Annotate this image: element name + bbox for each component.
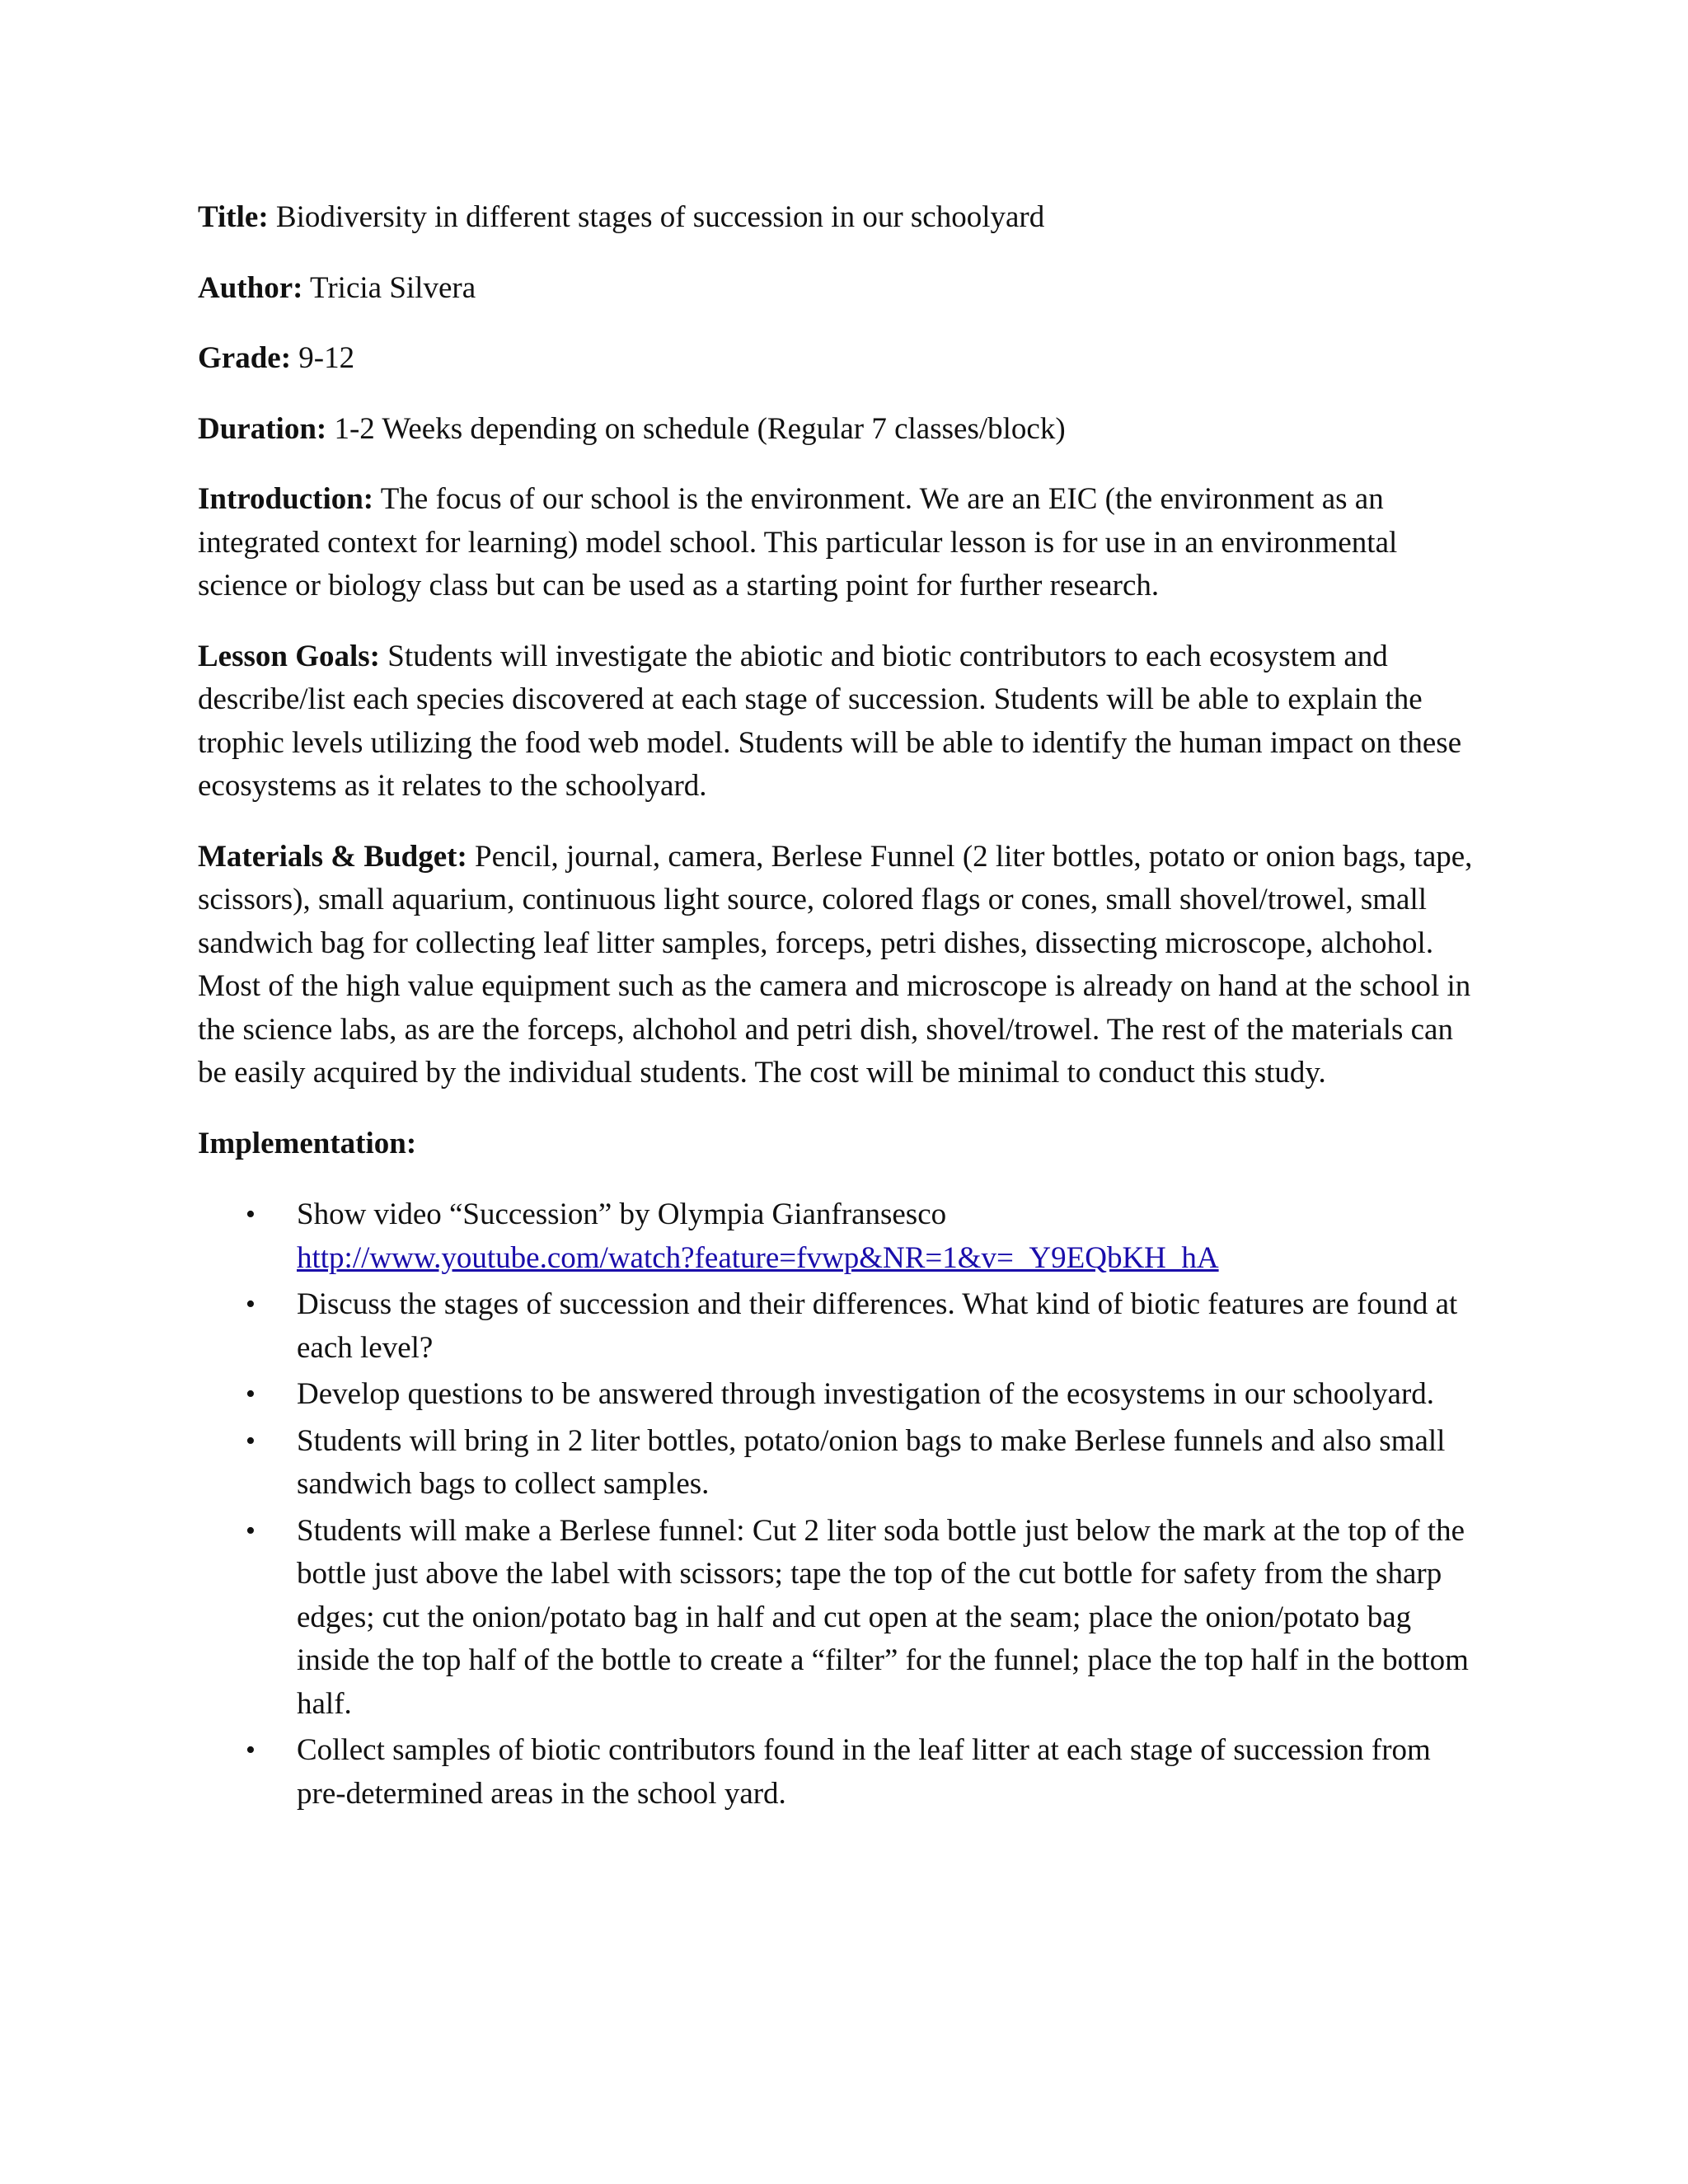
implementation-list	[198, 1193, 1484, 1816]
grade-value: 9-12	[298, 341, 355, 375]
document-page	[198, 196, 1484, 1819]
bullet-icon: •	[246, 1199, 256, 1230]
list-item-text: Collect samples of biotic contributors found in the leaf litter at each stage of succession from pre-determined areas in the school yard.	[297, 1733, 1431, 1811]
introduction-paragraph	[198, 478, 1484, 608]
duration-value: 1-2 Weeks depending on schedule (Regular 7 classes/block)	[334, 411, 1066, 446]
bullet-icon: •	[246, 1425, 256, 1456]
list-item	[198, 1729, 1484, 1816]
list-item-text: Students will make a Berlese funnel: Cut 2 liter soda bottle just below the mark at the top of the bottle just above the label with scissors; tape the top of the cut bottle for safety from the sharp edges; cut the onion/potato bag in half and cut open at the seam; place the onion/potato bag inside the top half of the bottle to create a “filter” for the funnel; place the top half in the bottom half.	[297, 1513, 1469, 1721]
author-line	[198, 267, 1484, 311]
materials-label: Materials & Budget:	[198, 839, 467, 874]
bullet-icon: •	[246, 1379, 256, 1409]
title-label: Title:	[198, 200, 269, 234]
implementation-heading	[198, 1122, 1484, 1166]
author-label: Author:	[198, 270, 303, 305]
materials-paragraph	[198, 836, 1484, 1095]
grade-label: Grade:	[198, 341, 292, 375]
lesson-goals-text: Students will investigate the abiotic and biotic contributors to each ecosystem and describe/list each species discovered at each stage of succession. Students will be able to explain the trophic levels utilizing the food web model. Students will be able to identify the human impact on these ecosystems as it relates to the schoolyard.	[198, 639, 1462, 803]
list-item-text: Discuss the stages of succession and their differences. What kind of biotic features are found at each level?	[297, 1287, 1458, 1365]
duration-label: Duration:	[198, 411, 327, 446]
list-item-text: Students will bring in 2 liter bottles, potato/onion bags to make Berlese funnels and also small sandwich bags to collect samples.	[297, 1423, 1446, 1501]
author-value: Tricia Silvera	[310, 270, 476, 305]
list-item-text: Show video “Succession” by Olympia Gianfransesco	[297, 1197, 947, 1231]
bullet-icon: •	[246, 1289, 256, 1319]
title-value: Biodiversity in different stages of succession in our schoolyard	[275, 200, 1045, 234]
list-item	[198, 1510, 1484, 1727]
list-item	[198, 1373, 1484, 1417]
video-link[interactable]: http://www.youtube.com/watch?feature=fvwp&NR=1&v=_Y9EQbKH_hA	[297, 1240, 1219, 1275]
implementation-label: Implementation:	[198, 1126, 417, 1160]
list-item	[198, 1193, 1484, 1280]
grade-line	[198, 337, 1484, 381]
introduction-label: Introduction:	[198, 482, 374, 516]
introduction-text: The focus of our school is the environment. We are an EIC (the environment as an integrated context for learning) model school. This particular lesson is for use in an environmental science or biology class but can be used as a starting point for further research.	[198, 482, 1398, 602]
bullet-icon: •	[246, 1735, 256, 1765]
list-item	[198, 1420, 1484, 1507]
duration-line	[198, 408, 1484, 452]
list-item-text: Develop questions to be answered through investigation of the ecosystems in our schoolyard.	[297, 1377, 1435, 1411]
title-line	[198, 196, 1484, 240]
materials-text: Pencil, journal, camera, Berlese Funnel (2 liter bottles, potato or onion bags, tape, scissors), small aquarium, continuous light source, colored flags or cones, small shovel/trowel, small sandwich bag for collecting leaf litter samples, forceps, petri dishes, dissecting microscope, alchohol. Most of the high value equipment such as the camera and microscope is already on hand at the school in the science labs, as are the forceps, alchohol and petri dish, shovel/trowel. The rest of the materials can be easily acquired by the individual students. The cost will be minimal to conduct this study.	[198, 839, 1473, 1090]
list-item	[198, 1283, 1484, 1370]
lesson-goals-label: Lesson Goals:	[198, 639, 381, 673]
lesson-goals-paragraph	[198, 635, 1484, 808]
bullet-icon: •	[246, 1515, 256, 1546]
